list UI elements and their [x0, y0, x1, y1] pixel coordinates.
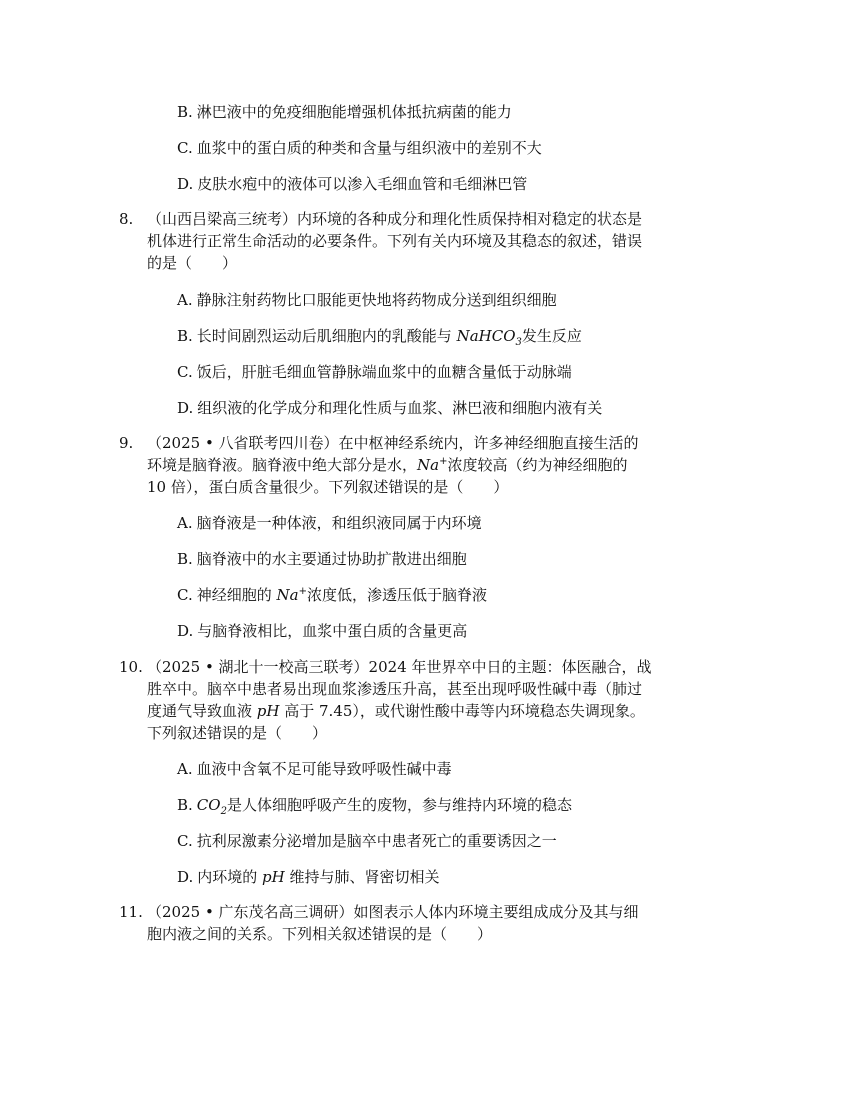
- formula-nahco3: NaHCO: [456, 327, 516, 345]
- formula-ph: pH: [262, 868, 285, 886]
- q9-number: 9.: [119, 434, 134, 452]
- q10-option-b: B. $CO_2$是人体细胞呼吸产生的废物，参与维持内环境的稳态: [177, 796, 572, 817]
- q8-option-b: B. 长时间剧烈运动后肌细胞内的乳酸能与 NaHCO$_3$发生反应: [177, 327, 582, 348]
- q8-stem: 8. （山西吕梁高三统考）内环境的各种成分和理化性质保持相对稳定的状态是 机体进行正常生命活动的必要条件。下列有关内环境及其稳态的叙述，错误 的是（ ）: [119, 210, 643, 272]
- q9-option-d: D. 与脑脊液相比，血浆中蛋白质的含量更高: [177, 622, 468, 640]
- q9-stem: 9. （2025 • 八省联考四川卷）在中枢神经系统内，许多神经细胞直接生活的 环境是脑脊液。脑脊液中绝大部分是水，Na+浓度较高（约为神经细胞的 10 倍），蛋白质含量很少。下列叙述错误的是（ ）: [119, 434, 639, 496]
- formula-ph: pH: [256, 702, 280, 720]
- q11-number: 11.: [119, 903, 143, 921]
- q9-option-b: B. 脑脊液中的水主要通过协助扩散进出细胞: [177, 550, 467, 568]
- q10-option-a: A. 血液中含氧不足可能导致呼吸性碱中毒: [177, 760, 452, 778]
- formula-na-ion: Na: [276, 586, 299, 604]
- q7-option-d: D. 皮肤水疱中的液体可以渗入毛细血管和毛细淋巴管: [177, 175, 528, 193]
- q10-option-c: C. 抗利尿激素分泌增加是脑卒中患者死亡的重要诱因之一: [177, 832, 557, 850]
- q9-option-a: A. 脑脊液是一种体液，和组织液同属于内环境: [177, 514, 482, 532]
- q7-option-b: B. 淋巴液中的免疫细胞能增强机体抵抗病菌的能力: [177, 103, 512, 121]
- q8-option-d: D. 组织液的化学成分和理化性质与血浆、淋巴液和细胞内液有关: [177, 399, 603, 417]
- formula-na-ion: Na: [417, 456, 440, 474]
- q8-option-a: A. 静脉注射药物比口服能更快地将药物成分送到组织细胞: [177, 291, 557, 309]
- q11-stem: 11. （2025 • 广东茂名高三调研）如图表示人体内环境主要组成成分及其与细 胞内液之间的关系。下列相关叙述错误的是（ ）: [119, 903, 639, 943]
- q8-option-c: C. 饭后，肝脏毛细血管静脉端血浆中的血糖含量低于动脉端: [177, 363, 572, 381]
- q10-number: 10.: [119, 658, 143, 676]
- q10-option-d: D. 内环境的 pH 维持与肺、肾密切相关: [177, 868, 440, 886]
- formula-co2: CO: [196, 796, 221, 814]
- q8-number: 8.: [119, 210, 134, 228]
- q10-stem: 10. （2025 • 湖北十一校高三联考）2024 年世界卒中日的主题：体医融合，战 胜卒中。脑卒中患者易出现血浆渗透压升高，甚至出现呼吸性碱中毒（肺过 度通气导致血液 pH 高于 7.45），或代谢性酸中毒等内环境稳态失调现象。 下列叙述错误的是（ ）: [119, 658, 652, 742]
- q9-option-c: C. 神经细胞的 Na+浓度低，渗透压低于脑脊液: [177, 586, 487, 604]
- q7-option-c: C. 血浆中的蛋白质的种类和含量与组织液中的差别不大: [177, 139, 542, 157]
